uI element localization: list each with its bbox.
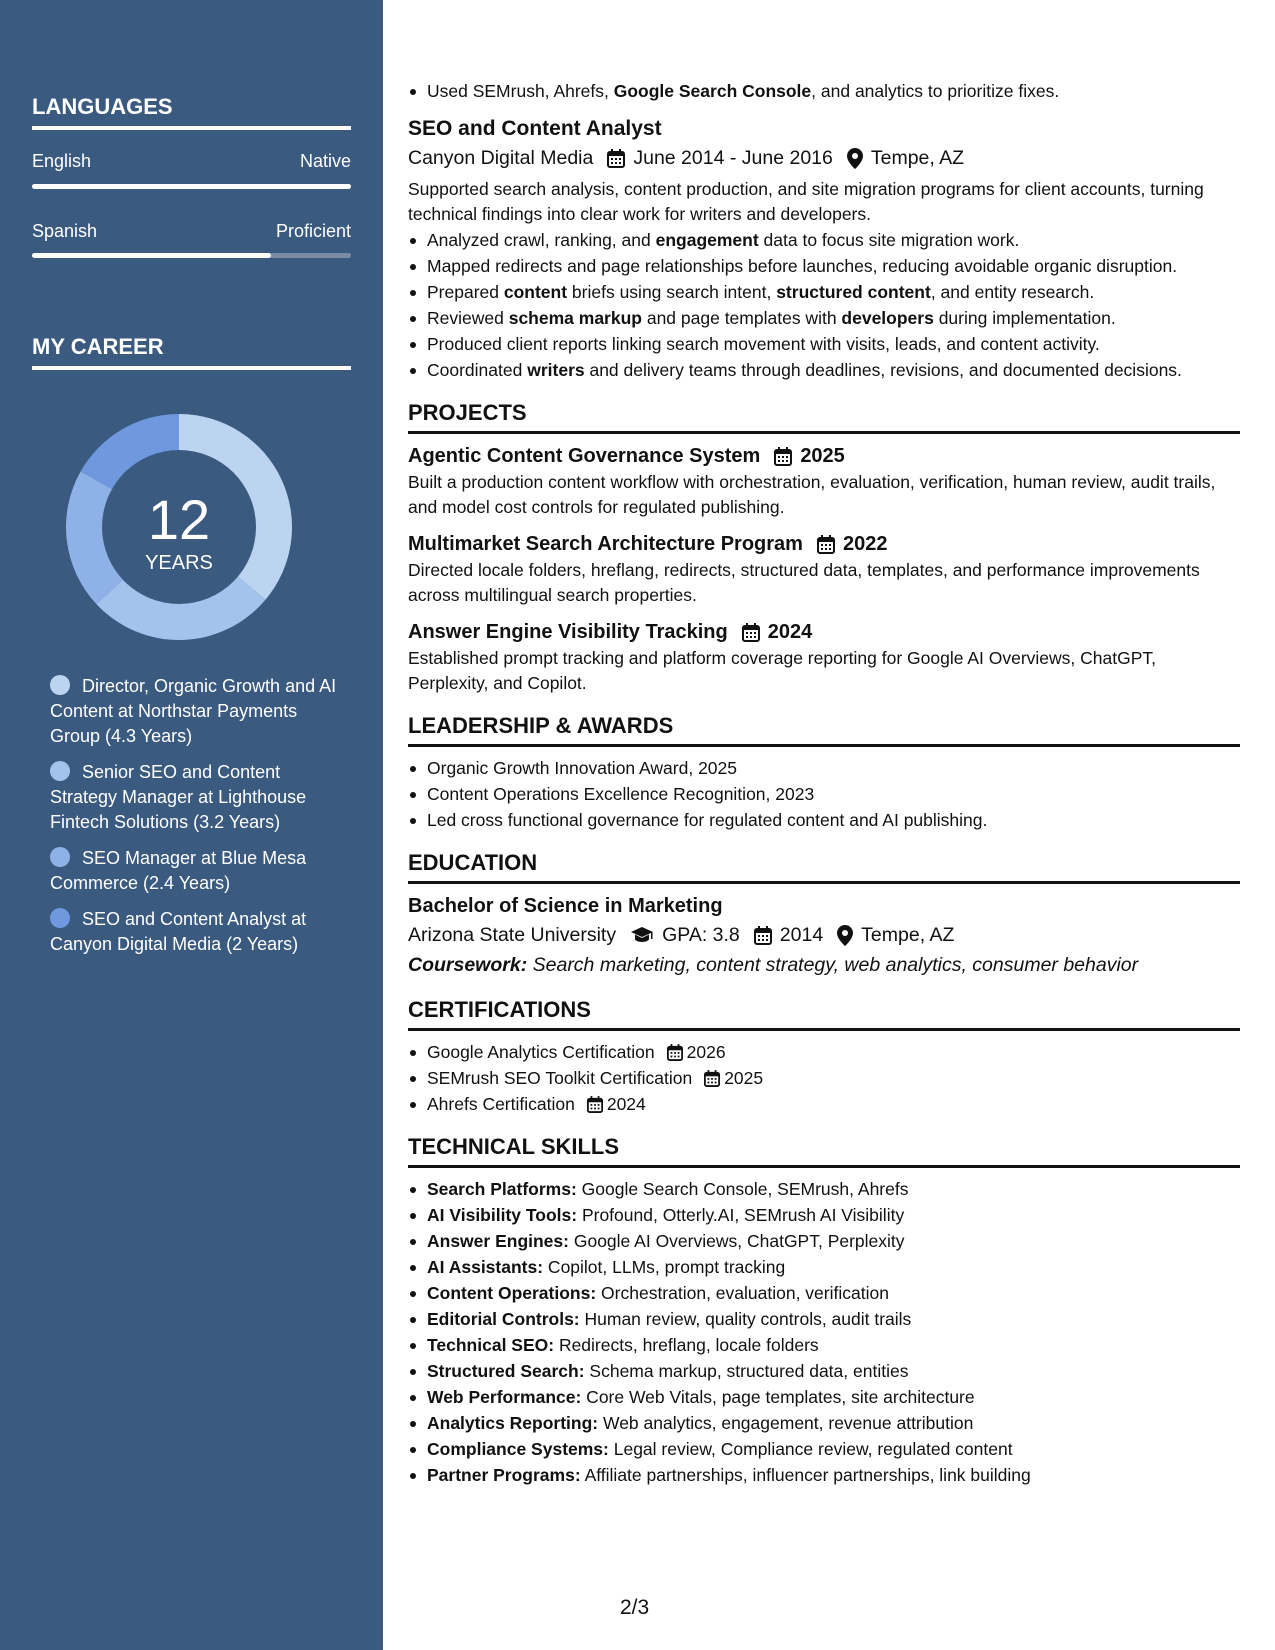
location-pin-icon: [837, 925, 853, 946]
list-item: Organic Growth Innovation Award, 2025: [408, 755, 1240, 781]
job-bullets-continued: [408, 78, 1240, 104]
coursework: Coursework: Search marketing, content strategy, web analytics, consumer behavior: [408, 954, 1139, 976]
calendar-icon: [704, 1070, 720, 1087]
list-item: Structured Search: Schema markup, structured data, entities: [408, 1358, 1240, 1384]
language-bar: [32, 253, 351, 258]
job-title: SEO and Content Analyst: [408, 117, 662, 140]
calendar-icon: [587, 1096, 603, 1113]
project-year: 2025: [800, 445, 845, 467]
list-item: Google Analytics Certification 2026: [408, 1039, 1240, 1065]
list-item: Answer Engines: Google AI Overviews, ChatGPT, Perplexity: [408, 1228, 1240, 1254]
job-summary: Supported search analysis, content production, and site migration programs for client accounts, turning technical findings into clear work for writers and developers.: [408, 179, 1204, 224]
list-item: Analyzed crawl, ranking, and engagement data to focus site migration work.: [408, 227, 1240, 253]
project-year: 2024: [767, 621, 813, 643]
project-title: Multimarket Search Architecture Program 2022: [408, 530, 1240, 558]
sidebar: [0, 0, 383, 1650]
language-name: Spanish: [32, 221, 98, 241]
degree-title: Bachelor of Science in Marketing: [408, 895, 723, 917]
gpa: GPA: 3.8: [662, 924, 740, 946]
career-item: Senior SEO and Content Strategy Manager at Lighthouse Fintech Solutions (3.2 Years): [50, 762, 307, 832]
career-item: SEO Manager at Blue Mesa Commerce (2.4 Years): [50, 848, 307, 893]
language-level: Proficient: [275, 221, 351, 241]
list-item: Partner Programs: Affiliate partnerships, influencer partnerships, link building: [408, 1462, 1240, 1488]
graduation-year: 2014: [779, 924, 824, 946]
certifications-heading: CERTIFICATIONS: [408, 996, 1240, 1031]
job-bullets: [408, 227, 1240, 383]
career-unit: YEARS: [145, 552, 213, 574]
project-description: Built a production content workflow with orchestration, evaluation, verification, human review, audit trails, and model cost controls for regulated publishing.: [408, 472, 1216, 517]
company-name: Canyon Digital Media: [408, 147, 594, 169]
project-description: Established prompt tracking and platform coverage reporting for Google AI Overviews, ChatGPT, Perplexity, and Copilot.: [408, 648, 1156, 693]
certifications-list: [408, 1039, 1240, 1117]
calendar-icon: [667, 1044, 683, 1061]
list-item: Used SEMrush, Ahrefs, Google Search Console, and analytics to prioritize fixes.: [408, 78, 1240, 104]
list-item: Coordinated writers and delivery teams through deadlines, revisions, and documented decisions.: [408, 357, 1240, 383]
career-total: 12: [147, 488, 211, 551]
job-meta: [408, 143, 1240, 173]
language-row: [32, 151, 351, 172]
calendar-icon: [754, 926, 772, 945]
language-bar-fill: [32, 184, 351, 189]
career-dot: [50, 847, 70, 867]
career-list: [50, 674, 340, 968]
list-item: Ahrefs Certification 2024: [408, 1091, 1240, 1117]
education-meta: [408, 920, 1240, 950]
list-item: Search Platforms: Google Search Console, SEMrush, Ahrefs: [408, 1176, 1240, 1202]
calendar-icon: [774, 447, 792, 466]
school-location: Tempe, AZ: [861, 924, 955, 946]
calendar-icon: [817, 535, 835, 554]
career-dot: [50, 761, 70, 781]
projects-heading: PROJECTS: [408, 399, 1240, 434]
skills-heading: TECHNICAL SKILLS: [408, 1133, 1240, 1168]
graduation-cap-icon: [630, 926, 654, 944]
list-item: Content Operations Excellence Recognition, 2023: [408, 781, 1240, 807]
project-title: Agentic Content Governance System 2025: [408, 442, 1240, 470]
career-item: Director, Organic Growth and AI Content at Northstar Payments Group (4.3 Years): [50, 676, 337, 746]
list-item: Editorial Controls: Human review, quality controls, audit trails: [408, 1306, 1240, 1332]
list-item: Prepared content briefs using search intent, structured content, and entity research.: [408, 279, 1240, 305]
language-row: [32, 221, 351, 242]
list-item: Content Operations: Orchestration, evaluation, verification: [408, 1280, 1240, 1306]
school-name: Arizona State University: [408, 924, 617, 946]
career-donut-chart: [66, 414, 292, 640]
list-item: Reviewed schema markup and page templates with developers during implementation.: [408, 305, 1240, 331]
languages-heading: LANGUAGES: [32, 94, 351, 130]
awards-heading: LEADERSHIP & AWARDS: [408, 712, 1240, 747]
project-title: Answer Engine Visibility Tracking 2024: [408, 618, 1240, 646]
list-item: Produced client reports linking search movement with visits, leads, and content activity.: [408, 331, 1240, 357]
language-bar: [32, 184, 351, 189]
career-item: SEO and Content Analyst at Canyon Digital Media (2 Years): [50, 909, 307, 954]
job-dates: June 2014 - June 2016: [633, 147, 833, 169]
project-description: Directed locale folders, hreflang, redirects, structured data, templates, and performance improvements across multilingual search properties.: [408, 560, 1200, 605]
education-heading: EDUCATION: [408, 849, 1240, 884]
list-item: Compliance Systems: Legal review, Compliance review, regulated content: [408, 1436, 1240, 1462]
calendar-icon: [742, 623, 760, 642]
career-dot: [50, 908, 70, 928]
list-item: Technical SEO: Redirects, hreflang, locale folders: [408, 1332, 1240, 1358]
calendar-icon: [607, 149, 625, 168]
project-year: 2022: [842, 533, 888, 555]
language-bar-fill: [32, 253, 271, 258]
list-item: Led cross functional governance for regulated content and AI publishing.: [408, 807, 1240, 833]
job-location: Tempe, AZ: [870, 147, 965, 169]
list-item: Analytics Reporting: Web analytics, engagement, revenue attribution: [408, 1410, 1240, 1436]
skills-list: [408, 1176, 1240, 1488]
career-dot: [50, 675, 70, 695]
awards-list: [408, 755, 1240, 833]
location-pin-icon: [847, 148, 863, 169]
list-item: AI Visibility Tools: Profound, Otterly.AI, SEMrush AI Visibility: [408, 1202, 1240, 1228]
list-item: Mapped redirects and page relationships before launches, reducing avoidable organic disruption.: [408, 253, 1240, 279]
language-level: Native: [299, 151, 351, 171]
career-heading: MY CAREER: [32, 334, 351, 370]
main-content: [408, 78, 1240, 1488]
list-item: Web Performance: Core Web Vitals, page templates, site architecture: [408, 1384, 1240, 1410]
page-number: 2/3: [620, 1596, 650, 1619]
list-item: AI Assistants: Copilot, LLMs, prompt tracking: [408, 1254, 1240, 1280]
list-item: SEMrush SEO Toolkit Certification 2025: [408, 1065, 1240, 1091]
language-name: English: [32, 151, 92, 171]
